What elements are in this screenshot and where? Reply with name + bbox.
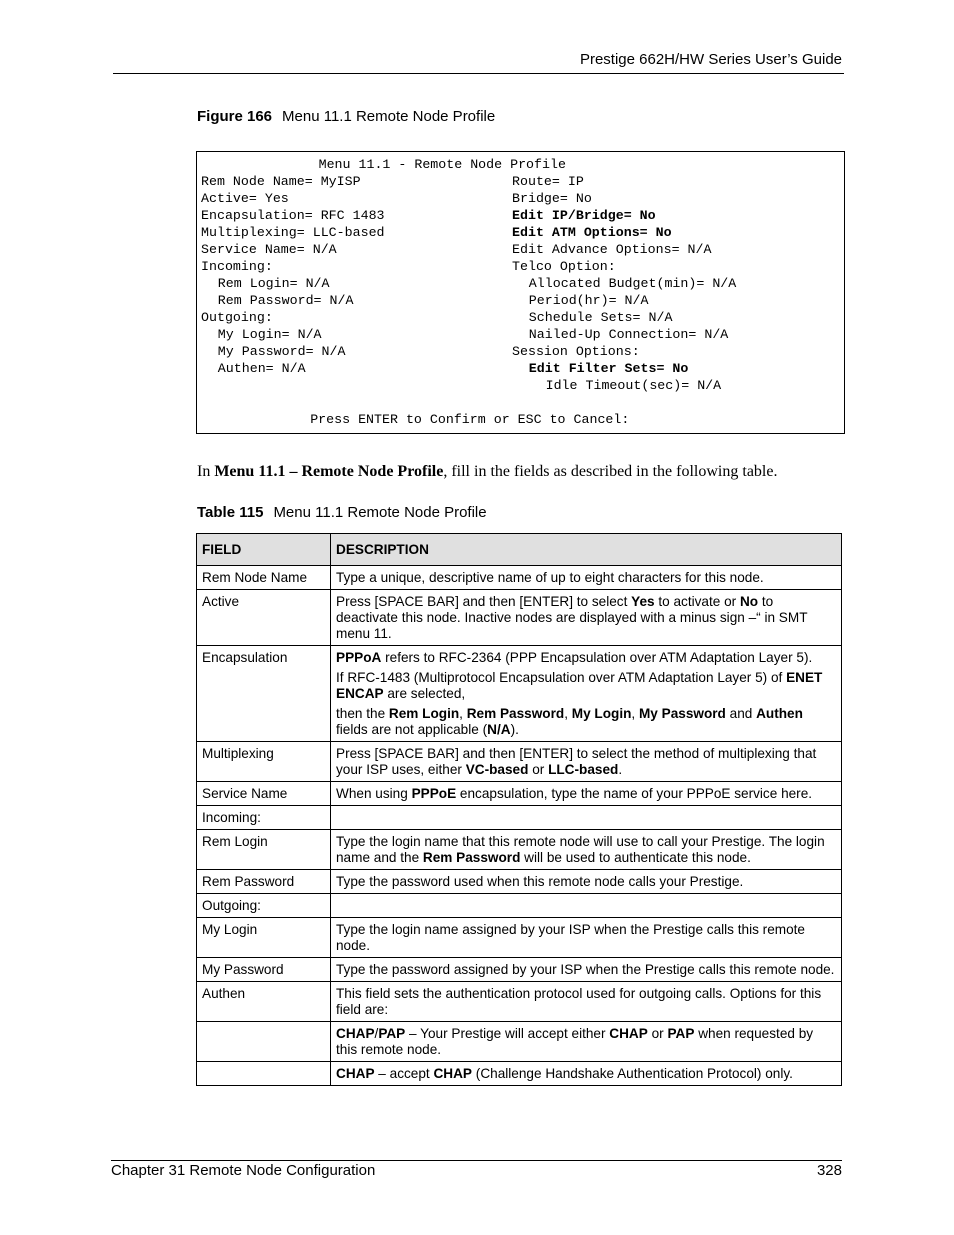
description-paragraph (336, 706, 836, 738)
screen-line: Rem Node Name= MyISP (201, 174, 361, 189)
description-column-header: DESCRIPTION (331, 534, 842, 566)
screen-line: Allocated Budget(min)= N/A (528, 276, 737, 291)
table-row (197, 918, 842, 958)
description-paragraph (336, 1066, 836, 1082)
description-cell (331, 958, 842, 982)
bold-term: PAP (378, 1026, 406, 1041)
screen-line: Active= Yes (201, 191, 289, 206)
description-text: will be used to authenticate this node. (520, 850, 751, 865)
screen-line: Schedule Sets= N/A (528, 310, 673, 325)
field-cell: Encapsulation (197, 646, 331, 742)
bold-term: ENET ENCAP (336, 670, 823, 701)
description-text: Type the login name assigned by your ISP when the Prestige calls this remote node. (336, 922, 805, 953)
table-title: Menu 11.1 Remote Node Profile (273, 504, 487, 521)
footer-rule (111, 1160, 842, 1161)
screen-line: Edit IP/Bridge= No (512, 208, 656, 223)
table-row (197, 590, 842, 646)
field-cell (197, 1062, 331, 1086)
description-text: When using (336, 786, 412, 801)
table-row (197, 1022, 842, 1062)
description-text: or (647, 1026, 668, 1041)
terminal-screen (196, 151, 845, 434)
description-text: or (528, 762, 549, 777)
bold-term: Rem Login (388, 706, 460, 721)
description-text: Type the password used when this remote node calls your Prestige. (336, 874, 744, 889)
screen-line: Route= IP (512, 174, 584, 189)
description-cell (331, 782, 842, 806)
screen-line: Edit ATM Options= No (512, 225, 672, 240)
screen-line: Menu 11.1 - Remote Node Profile (318, 157, 566, 172)
description-text: are selected, (383, 686, 466, 701)
screen-line: Press ENTER to Confirm or ESC to Cancel: (310, 412, 630, 427)
description-paragraph (336, 874, 836, 890)
bold-term: PPPoA (336, 650, 382, 665)
screen-line: Idle Timeout(sec)= N/A (545, 378, 722, 393)
description-paragraph (336, 594, 836, 642)
description-cell (331, 590, 842, 646)
screen-line: Session Options: (512, 344, 640, 359)
description-paragraph (336, 570, 836, 586)
bold-term: Rem Password (422, 850, 521, 865)
table-row (197, 982, 842, 1022)
bold-term: Rem Password (466, 706, 565, 721)
intro-after: , fill in the fields as described in the following table. (443, 463, 778, 480)
header-rule (113, 73, 844, 74)
bold-term: Authen (756, 706, 803, 721)
screen-line: Rem Login= N/A (217, 276, 330, 291)
description-cell (331, 742, 842, 782)
bold-term: CHAP (609, 1026, 648, 1041)
bold-term: Yes (631, 594, 655, 609)
description-paragraph (336, 834, 836, 866)
screen-line: Authen= N/A (217, 361, 306, 376)
bold-term: No (739, 594, 759, 609)
page-header-title: Prestige 662H/HW Series User’s Guide (579, 51, 842, 68)
screen-line: Edit Filter Sets= No (528, 361, 689, 376)
bold-term: CHAP (336, 1066, 375, 1081)
description-text: Type the login name that this remote node will use to call your Prestige. The login name and the (336, 834, 825, 865)
description-paragraph (336, 650, 836, 666)
bold-term: My Login (571, 706, 632, 721)
description-text: fields are not applicable ( (336, 722, 488, 737)
description-text: when requested by this remote node. (336, 1026, 814, 1057)
screen-line: Rem Password= N/A (217, 293, 354, 308)
table-row (197, 566, 842, 590)
field-cell: Rem Node Name (197, 566, 331, 590)
bold-term: CHAP (336, 1026, 375, 1041)
field-cell: My Password (197, 958, 331, 982)
table-row (197, 894, 842, 918)
description-text: and (725, 706, 757, 721)
field-cell: Multiplexing (197, 742, 331, 782)
description-text: to activate or (654, 594, 740, 609)
screen-line: Outgoing: (201, 310, 273, 325)
description-text: to deactivate this node. Inactive nodes are displayed with a minus sign –“ in SMT menu 11. (336, 594, 808, 641)
bold-term: N/A (487, 722, 511, 737)
screen-line: Edit Advance Options= N/A (512, 242, 712, 257)
table-label: Table 115 (197, 504, 264, 521)
description-text: (Challenge Handshake Authentication Protocol) only. (472, 1066, 793, 1081)
description-cell (331, 894, 842, 918)
description-text: then the (336, 706, 389, 721)
screen-line: Nailed-Up Connection= N/A (528, 327, 729, 342)
bold-term: VC-based (465, 762, 529, 777)
screen-line: Bridge= No (512, 191, 592, 206)
footer-page-number: 328 (816, 1162, 842, 1179)
bold-term: CHAP (433, 1066, 473, 1081)
bold-term: PAP (667, 1026, 695, 1041)
description-text: This field sets the authentication protocol used for outgoing calls. Options for this field are: (336, 986, 822, 1017)
field-cell: Outgoing: (197, 894, 331, 918)
screen-line: Telco Option: (512, 259, 616, 274)
footer-chapter: Chapter 31 Remote Node Configuration (111, 1162, 376, 1179)
description-paragraph (336, 670, 836, 702)
description-paragraph (336, 1026, 836, 1058)
table-row (197, 958, 842, 982)
description-cell (331, 1062, 842, 1086)
table-row (197, 1062, 842, 1086)
figure-title: Menu 11.1 Remote Node Profile (282, 108, 496, 125)
description-text: , (631, 706, 639, 721)
field-description-table (196, 533, 842, 1086)
description-text: Type a unique, descriptive name of up to eight characters for this node. (336, 570, 764, 585)
description-cell (331, 1022, 842, 1062)
bold-term: My Password (638, 706, 726, 721)
description-paragraph (336, 962, 836, 978)
description-text: , (564, 706, 572, 721)
screen-line: Period(hr)= N/A (528, 293, 649, 308)
description-text: – Your Prestige will accept either (405, 1026, 610, 1041)
description-paragraph (336, 922, 836, 954)
description-text: . (618, 762, 623, 777)
description-cell (331, 982, 842, 1022)
description-text: / (374, 1026, 379, 1041)
description-text: Type the password assigned by your ISP when the Prestige calls this remote node. (336, 962, 835, 977)
field-cell: Active (197, 590, 331, 646)
field-cell: Incoming: (197, 806, 331, 830)
field-cell (197, 1022, 331, 1062)
description-cell (331, 646, 842, 742)
description-text: Press [SPACE BAR] and then [ENTER] to select (336, 594, 632, 609)
intro-menu-name: Menu 11.1 – Remote Node Profile (214, 463, 444, 480)
description-cell (331, 566, 842, 590)
screen-line: Service Name= N/A (201, 242, 337, 257)
table-caption (197, 504, 487, 521)
description-cell (331, 870, 842, 894)
table-row (197, 870, 842, 894)
description-text: Press [SPACE BAR] and then [ENTER] to select the method of multiplexing that your ISP uses, either (336, 746, 817, 777)
description-text: , (459, 706, 467, 721)
table-row (197, 742, 842, 782)
description-cell (331, 918, 842, 958)
table-header-row (197, 534, 842, 566)
table-row (197, 782, 842, 806)
bold-term: LLC-based (548, 762, 619, 777)
screen-line: My Login= N/A (217, 327, 322, 342)
description-text: – accept (374, 1066, 434, 1081)
description-text: encapsulation, type the name of your PPPoE service here. (456, 786, 813, 801)
field-cell: Service Name (197, 782, 331, 806)
field-cell: Authen (197, 982, 331, 1022)
screen-line: My Password= N/A (217, 344, 346, 359)
description-text: refers to RFC-2364 (PPP Encapsulation over ATM Adaptation Layer 5). (381, 650, 813, 665)
table-row (197, 830, 842, 870)
field-cell: My Login (197, 918, 331, 958)
description-cell (331, 806, 842, 830)
field-column-header: FIELD (197, 534, 331, 566)
description-cell (331, 830, 842, 870)
screen-line: Multiplexing= LLC-based (201, 225, 385, 240)
description-paragraph (336, 986, 836, 1018)
intro-before: In (197, 463, 215, 480)
intro-paragraph (197, 463, 847, 481)
screen-line: Encapsulation= RFC 1483 (201, 208, 385, 223)
table-row (197, 646, 842, 742)
field-cell: Rem Password (197, 870, 331, 894)
table-row (197, 806, 842, 830)
figure-label: Figure 166 (197, 108, 273, 125)
field-cell: Rem Login (197, 830, 331, 870)
description-text: If RFC-1483 (Multiprotocol Encapsulation over ATM Adaptation Layer 5) of (336, 670, 787, 685)
description-text: ). (510, 722, 519, 737)
figure-caption (197, 108, 495, 125)
description-paragraph (336, 746, 836, 778)
screen-line: Incoming: (201, 259, 273, 274)
bold-term: PPPoE (411, 786, 457, 801)
description-paragraph (336, 786, 836, 802)
